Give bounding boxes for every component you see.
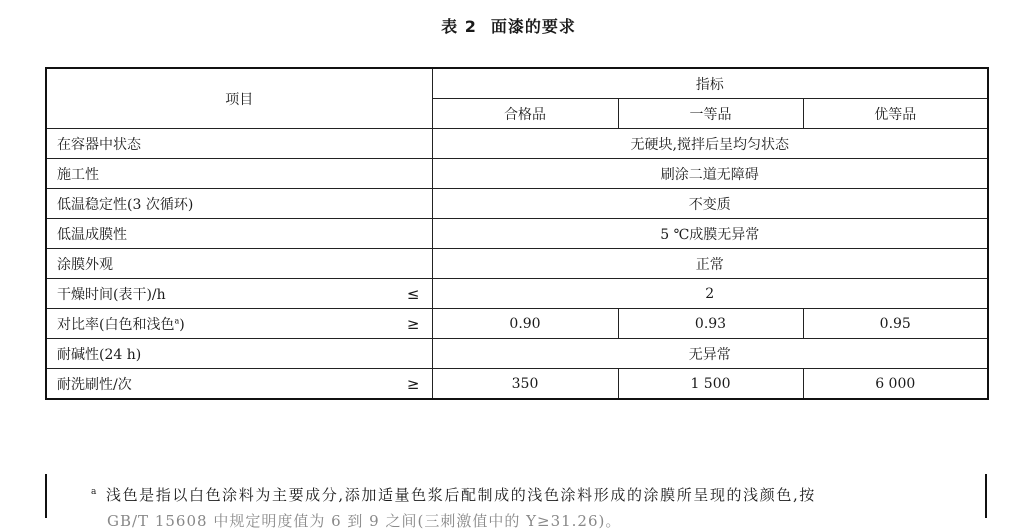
footnote-text: 浅色是指以白色涂料为主要成分,添加适量色浆后配制成的浅色涂料形成的涂膜所呈现的浅颜色,按 — [105, 486, 816, 504]
footnote-marker: a — [91, 487, 98, 497]
table-row — [46, 369, 988, 400]
footnote-ref: a — [174, 315, 180, 325]
row-label: 在容器中状态 — [46, 129, 432, 159]
footnote-line-cut: GB/T 15608 中规定明度值为 6 到 9 之间(三刺激值中的 Y≥31.26)。 — [107, 512, 622, 530]
row-label: 低温成膜性 — [46, 219, 432, 249]
footnote-line — [91, 484, 816, 505]
table-row — [46, 189, 988, 219]
table-row — [46, 249, 988, 279]
table-row — [46, 279, 988, 309]
header-row — [46, 68, 988, 99]
table-title — [0, 14, 1017, 37]
row-label: 涂膜外观 — [46, 249, 432, 279]
row-label-cell — [46, 279, 432, 309]
value-first: 0.93 — [618, 309, 803, 339]
row-value: 不变质 — [432, 189, 988, 219]
requirements-table — [45, 67, 989, 400]
table-row — [46, 309, 988, 339]
table-row — [46, 339, 988, 369]
row-label-tail: ) — [179, 316, 185, 333]
row-value: 刷涂二道无障碍 — [432, 159, 988, 189]
row-label: 低温稳定性(3 次循环) — [46, 189, 432, 219]
value-qualified: 350 — [432, 369, 618, 400]
header-grade-superior: 优等品 — [803, 99, 988, 129]
row-value: 无异常 — [432, 339, 988, 369]
table-row — [46, 159, 988, 189]
row-label-cell — [46, 369, 432, 400]
row-label: 施工性 — [46, 159, 432, 189]
greater-equal-symbol: ≥ — [406, 374, 420, 393]
header-item: 项目 — [46, 68, 432, 129]
header-indicator: 指标 — [432, 68, 988, 99]
table-row — [46, 129, 988, 159]
row-value: 5 ℃成膜无异常 — [432, 219, 988, 249]
footnote — [45, 474, 987, 530]
row-label: 对比率(白色和浅色 — [57, 316, 175, 333]
value-superior: 0.95 — [803, 309, 988, 339]
row-label: 耐洗刷性/次 — [57, 376, 132, 393]
row-value: 正常 — [432, 249, 988, 279]
table-number: 表 2 — [441, 17, 477, 36]
row-value: 2 — [432, 279, 988, 309]
value-superior: 6 000 — [803, 369, 988, 400]
value-first: 1 500 — [618, 369, 803, 400]
less-equal-symbol: ≤ — [406, 284, 420, 303]
row-label-cell — [46, 309, 432, 339]
header-grade-qualified: 合格品 — [432, 99, 618, 129]
table-row — [46, 219, 988, 249]
value-qualified: 0.90 — [432, 309, 618, 339]
row-value: 无硬块,搅拌后呈均匀状态 — [432, 129, 988, 159]
row-label: 干燥时间(表干)/h — [57, 286, 166, 303]
header-grade-first: 一等品 — [618, 99, 803, 129]
row-label: 耐碱性(24 h) — [46, 339, 432, 369]
greater-equal-symbol: ≥ — [406, 314, 420, 333]
table-title-text: 面漆的要求 — [490, 17, 576, 36]
